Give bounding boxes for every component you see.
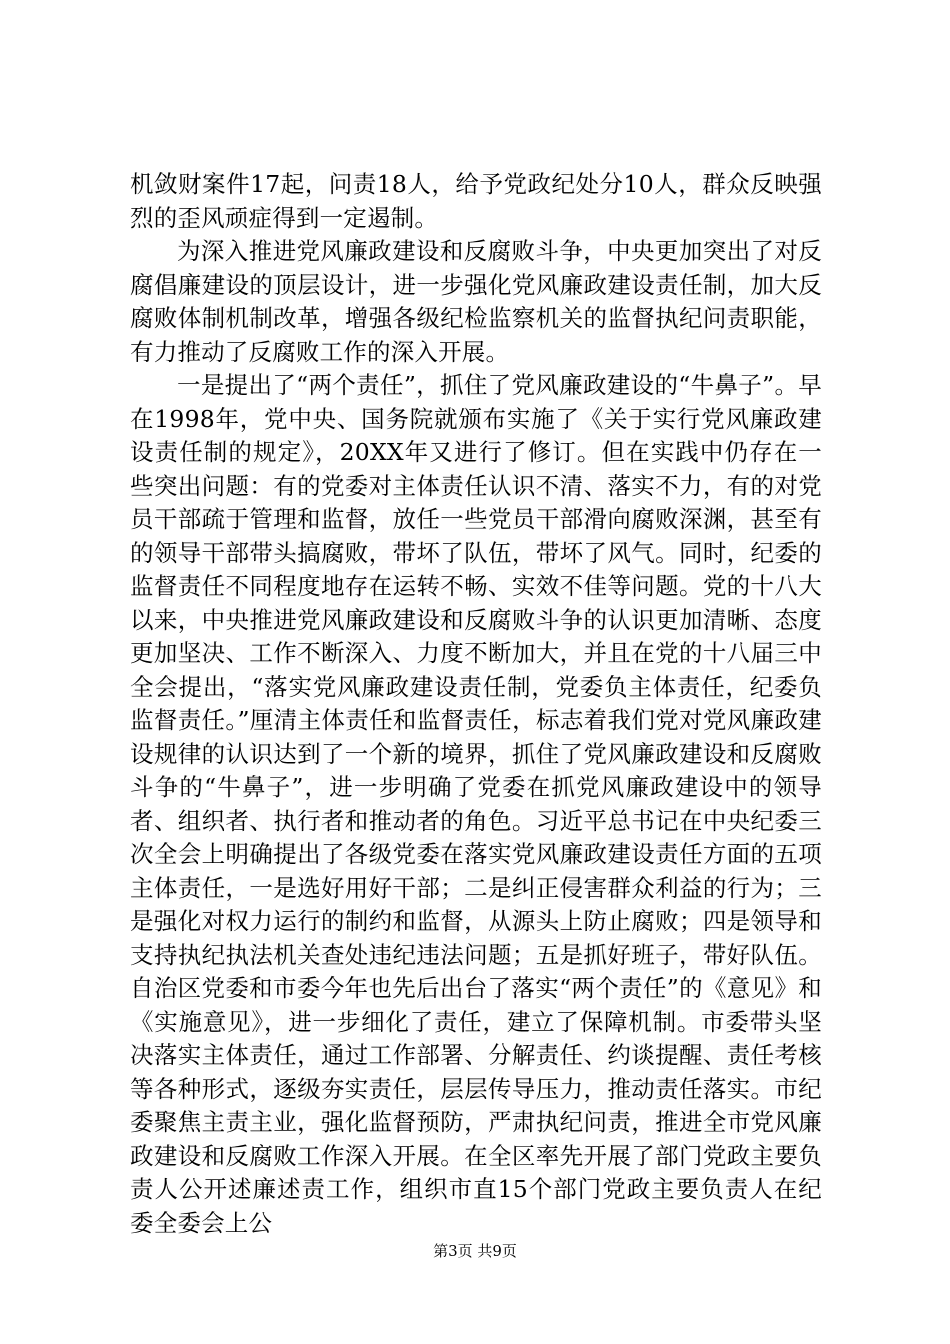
document-body	[130, 168, 822, 1240]
paragraph-continuation: 机敛财案件17起，问责18人，给予党政纪处分10人，群众反映强烈的歪风顽症得到一定遏制。	[130, 170, 822, 232]
page-number-footer: 第3页 共9页	[433, 1242, 517, 1260]
paragraph-two-responsibilities: 一是提出了“两个责任”，抓住了党风廉政建设的“牛鼻子”。早在1998年，党中央、国务院就颁布实施了《关于实行党风廉政建设责任制的规定》，20XX年又进行了修订。但在实践中仍存在一些突出问题：有的党委对主体责任认识不清、落实不力，有的对党员干部疏于管理和监督，放任一些党员干部滑向腐败深渊，甚至有的领导干部带头搞腐败，带坏了队伍，带坏了风气。同时，纪委的监督责任不同程度地存在运转不畅、实效不佳等问题。党的十八大以来，中央推进党风廉政建设和反腐败斗争的认识更加清晰、态度更加坚决、工作不断深入、力度不断加大，并且在党的十八届三中全会提出，“落实党风廉政建设责任制，党委负主体责任，纪委负监督责任。”厘清主体责任和监督责任，标志着我们党对党风廉政建设规律的认识达到了一个新的境界，抓住了党风廉政建设和反腐败斗争的“牛鼻子”，进一步明确了党委在抓党风廉政建设中的领导者、组织者、执行者和推动者的角色。习近平总书记在中央纪委三次全会上明确提出了各级党委在落实党风廉政建设责任方面的五项主体责任，一是选好用好干部；二是纠正侵害群众利益的行为；三是强化对权力运行的制约和监督，从源头上防止腐败；四是领导和支持执纪执法机关查处违纪违法问题；五是抓好班子，带好队伍。自治区党委和市委今年也先后出台了落实“两个责任”的《意见》和《实施意见》，进一步细化了责任，建立了保障机制。市委带头坚决落实主体责任，通过工作部署、分解责任、约谈提醒、责任考核等各种形式，逐级夯实责任，层层传导压力，推动责任落实。市纪委聚焦主责主业，强化监督预防，严肃执纪问责，推进全市党风廉政建设和反腐败工作深入开展。在全区率先开展了部门党政主要负责人公开述廉述责工作，组织市直15个部门党政主要负责人在纪委全委会上公	[130, 371, 822, 1237]
paragraph-central-design: 为深入推进党风廉政建设和反腐败斗争，中央更加突出了对反腐倡廉建设的顶层设计，进一步强化党风廉政建设责任制，加大反腐败体制机制改革，增强各级纪检监察机关的监督执纪问责职能，有力推动了反腐败工作的深入开展。	[130, 237, 822, 366]
